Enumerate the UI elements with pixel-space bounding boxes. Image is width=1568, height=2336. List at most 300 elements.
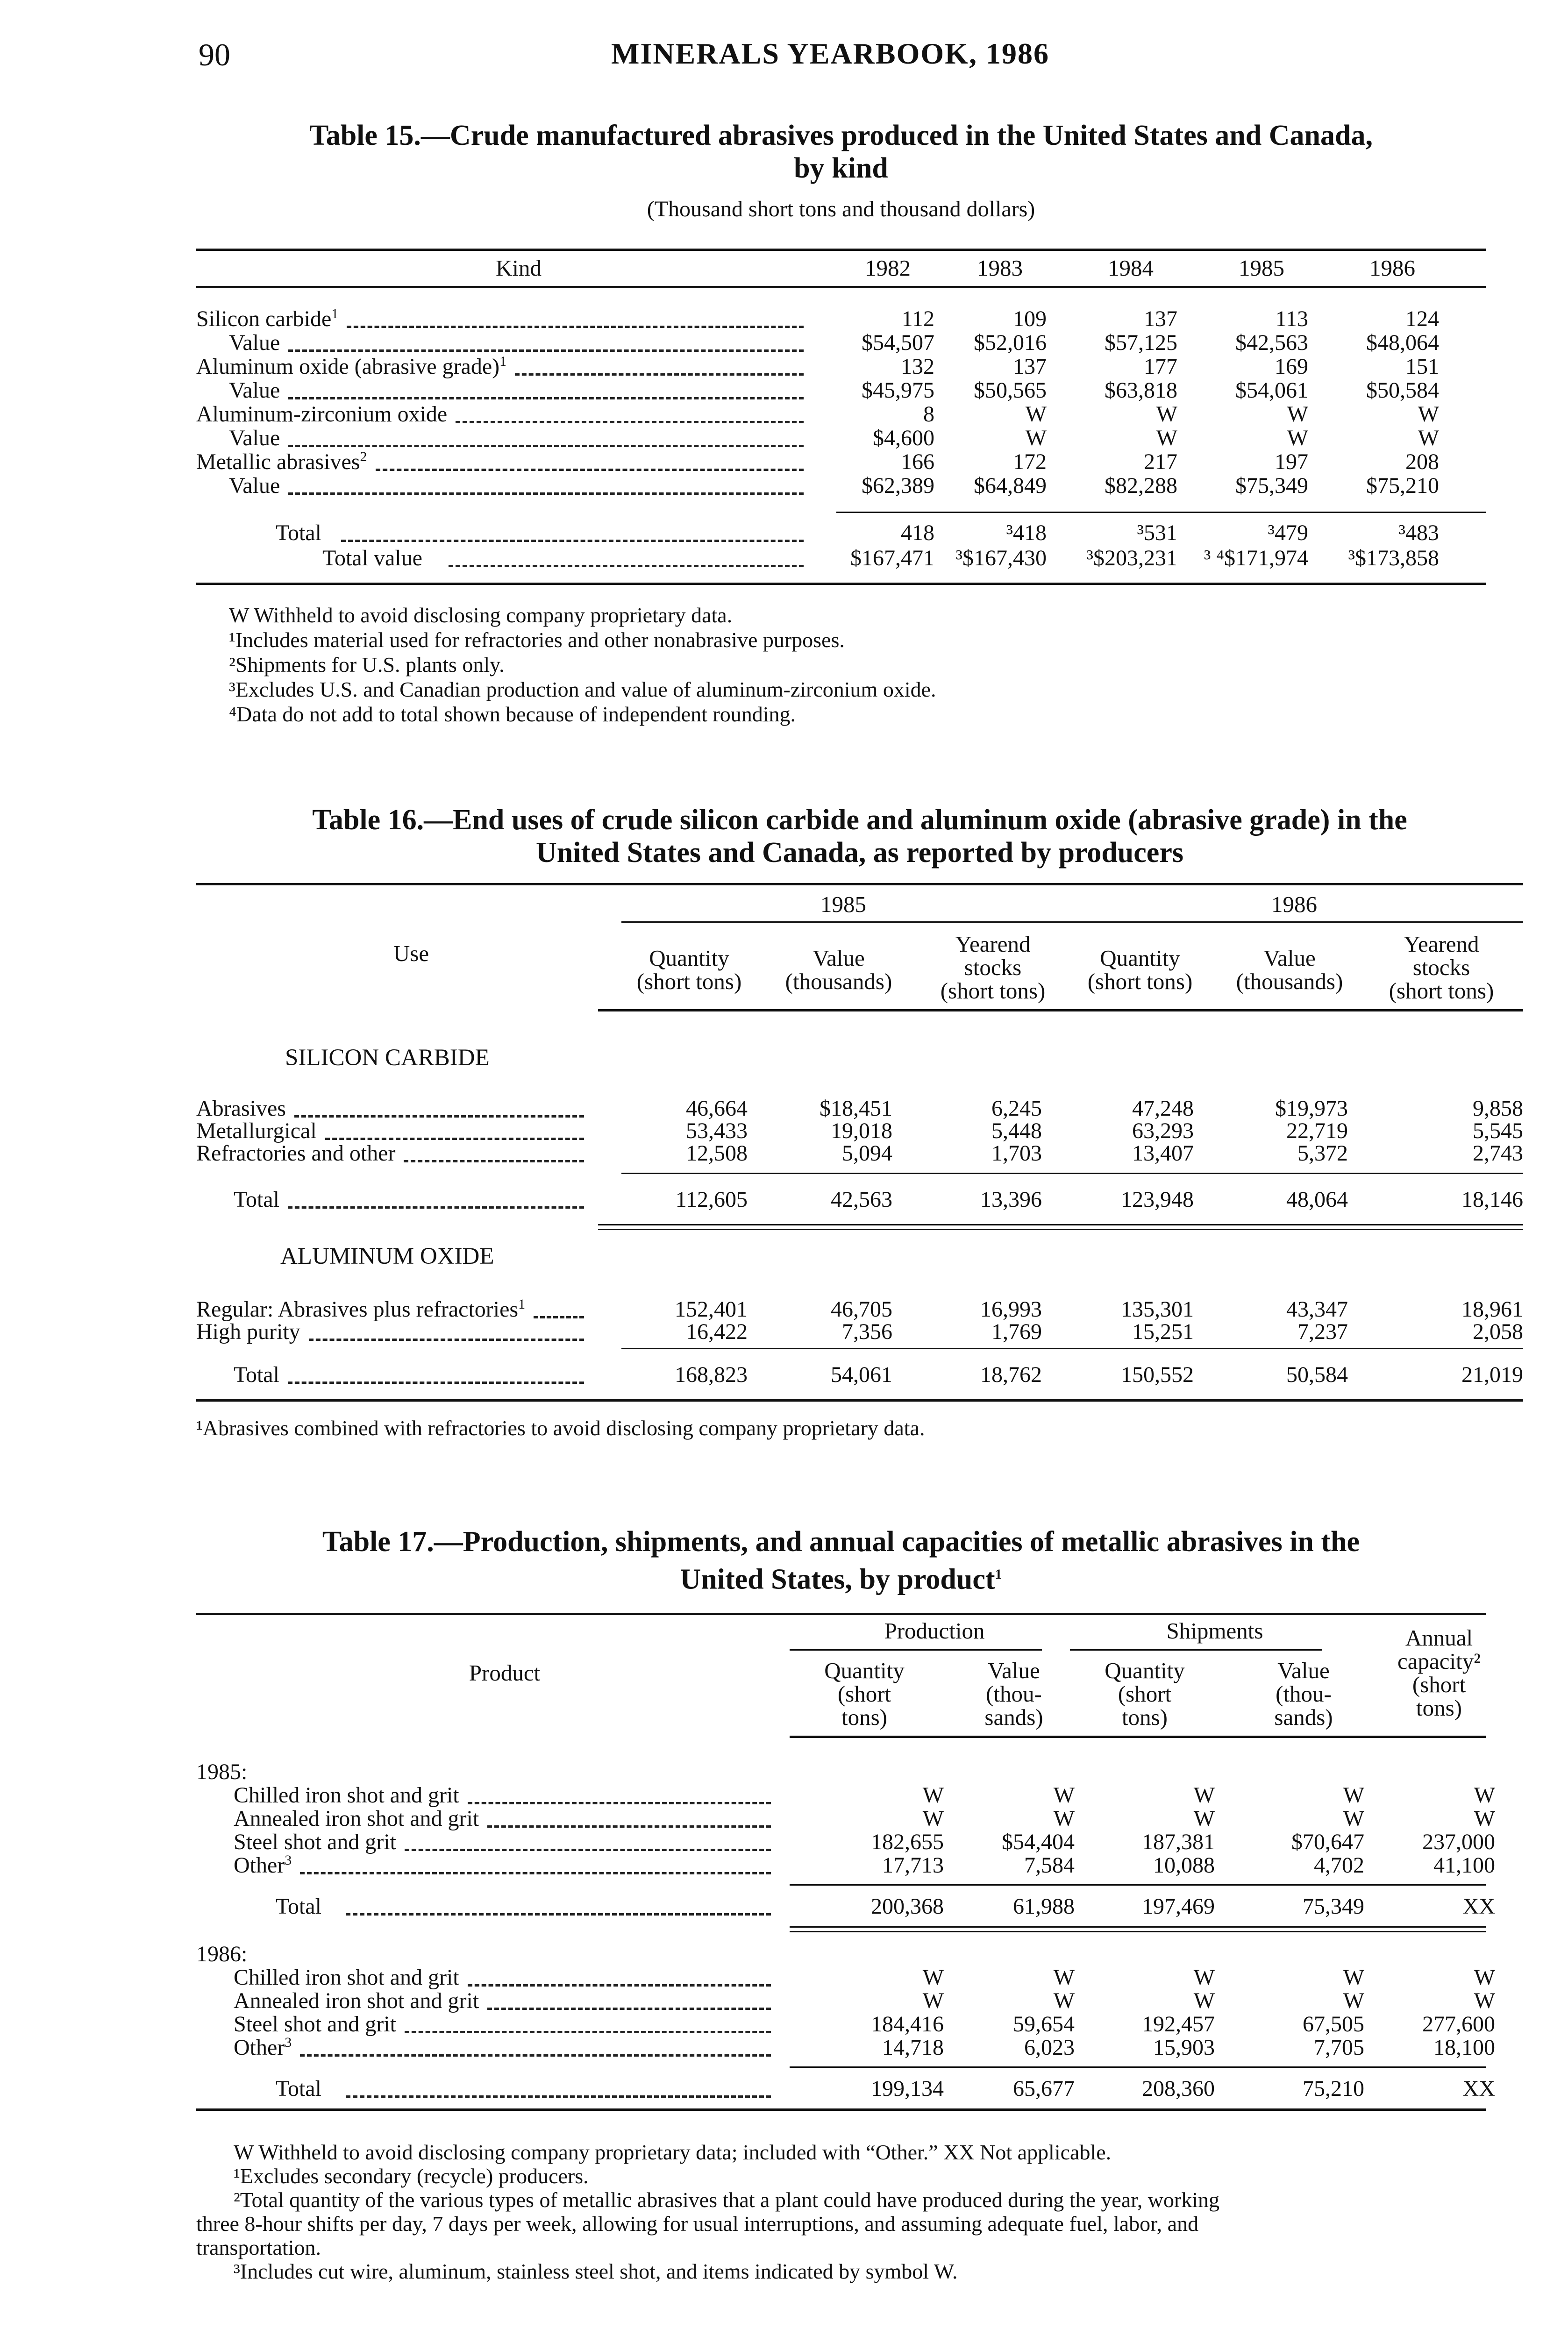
t16-row-cell: $18,451 bbox=[820, 1096, 892, 1121]
t15-cell: $50,584 bbox=[1366, 378, 1439, 403]
t15-total-cell: ³418 bbox=[1006, 520, 1047, 545]
t17-cell: $70,647 bbox=[1291, 1830, 1364, 1854]
t17-row-label-text: Other bbox=[234, 1853, 285, 1878]
t16-row-cell: 18,961 bbox=[1461, 1297, 1523, 1322]
t15-total-value-cell: ³$173,858 bbox=[1348, 546, 1439, 570]
t17-row-label-leader bbox=[405, 1849, 771, 1851]
t16-section-aluminum-oxide: ALUMINUM OXIDE bbox=[280, 1243, 494, 1269]
t17-head-annual: Annual bbox=[1405, 1625, 1473, 1651]
t15-total-value-label: Total value bbox=[322, 546, 422, 570]
t17-title-sup: 1 bbox=[995, 1567, 1002, 1582]
t15-total-cell: ³531 bbox=[1137, 520, 1177, 545]
t15-row-label-sup: 1 bbox=[499, 354, 507, 369]
t17-total-cell: 199,134 bbox=[871, 2076, 944, 2101]
t16-subhead: stocks bbox=[964, 954, 1022, 980]
t17-year-label: 1986: bbox=[196, 1942, 248, 1966]
t17-row-label-leader bbox=[468, 1802, 771, 1804]
page-number: 90 bbox=[199, 37, 230, 72]
t17-cell: W bbox=[1193, 1783, 1215, 1808]
t15-cell: $52,016 bbox=[974, 330, 1047, 355]
t16-subhead: Quantity bbox=[649, 945, 729, 971]
t16-total-leader bbox=[288, 1382, 584, 1384]
t17-row-label bbox=[234, 1965, 459, 1990]
t17-head-quantity: Quantity bbox=[1105, 1658, 1185, 1683]
t16-subhead: (short tons) bbox=[636, 969, 742, 994]
t17-cell: W bbox=[1474, 1806, 1495, 1831]
t16-subhead: stocks bbox=[1412, 954, 1470, 980]
t16-row-cell: $19,973 bbox=[1275, 1096, 1348, 1121]
t17-total-cell: 61,988 bbox=[1013, 1894, 1075, 1919]
t17-cell: W bbox=[1053, 1806, 1075, 1831]
t17-cell: 187,381 bbox=[1142, 1830, 1215, 1854]
t16-year-1986: 1986 bbox=[1271, 891, 1317, 917]
t17-cell: 7,705 bbox=[1314, 2035, 1364, 2060]
t17-head-value: (thou- bbox=[986, 1681, 1042, 1707]
t17-row-label-text: Annealed iron shot and grit bbox=[234, 1806, 479, 1831]
t16-total-cell: 123,948 bbox=[1121, 1187, 1194, 1212]
t16-row-cell: 7,356 bbox=[842, 1319, 892, 1344]
t15-total-value-cell: ³$203,231 bbox=[1086, 546, 1177, 570]
t15-cell: $64,849 bbox=[974, 473, 1047, 498]
t16-subhead: (short tons) bbox=[940, 978, 1046, 1004]
t17-row-label-text: Annealed iron shot and grit bbox=[234, 1988, 479, 2013]
t16-row-sup: 1 bbox=[518, 1296, 526, 1312]
t16-title-line1: Table 16.—End uses of crude silicon carbide and aluminum oxide (abrasive grade) in the bbox=[312, 804, 1407, 836]
t16-total bbox=[234, 1362, 279, 1388]
t15-head-rule bbox=[196, 286, 1486, 288]
t17-footnote: ³Includes cut wire, aluminum, stainless steel shot, and items indicated by symbol W. bbox=[234, 2259, 958, 2283]
t17-row-label-text: Steel shot and grit bbox=[234, 1830, 396, 1854]
t17-cell: 15,903 bbox=[1153, 2035, 1215, 2060]
t16-row-cell: 7,237 bbox=[1297, 1319, 1348, 1344]
t17-cell: 18,100 bbox=[1433, 2035, 1495, 2060]
t15-cell: W bbox=[1156, 426, 1177, 450]
t16-row-cell: 16,993 bbox=[980, 1297, 1042, 1322]
t16-subhead: Quantity bbox=[1100, 945, 1180, 971]
t15-cell: 197 bbox=[1275, 449, 1308, 474]
t15-cell: 137 bbox=[1013, 354, 1047, 379]
t15-title-line2: by kind bbox=[794, 152, 888, 184]
t16-row-cell: 152,401 bbox=[675, 1297, 748, 1322]
t15-total-leader bbox=[341, 540, 804, 542]
t15-footnote: ¹Includes material used for refractories and other nonabrasive purposes. bbox=[229, 628, 845, 652]
t15-subtitle: (Thousand short tons and thousand dollars) bbox=[647, 197, 1035, 221]
t16-year-rule bbox=[621, 921, 1523, 923]
t15-row-label-text: Value bbox=[229, 330, 280, 355]
t17-row-label bbox=[234, 2011, 396, 2037]
t17-cell: W bbox=[1343, 1783, 1364, 1808]
t17-cell: W bbox=[922, 1965, 944, 1990]
t17-cell: 41,100 bbox=[1433, 1853, 1495, 1878]
t15-row-label-text: Metallic abrasives bbox=[196, 449, 360, 474]
t15-year-1984: 1984 bbox=[1108, 255, 1154, 281]
t17-head-value: Value bbox=[988, 1658, 1040, 1683]
t17-footnote: transportation. bbox=[196, 2236, 321, 2259]
t17-row-label-leader bbox=[300, 1872, 771, 1874]
t15-row-label-text: Aluminum-zirconium oxide bbox=[196, 402, 448, 427]
t16-row bbox=[196, 1140, 395, 1166]
t17-total-cell: 208,360 bbox=[1142, 2076, 1215, 2101]
t17-head-value: Value bbox=[1277, 1658, 1330, 1683]
t17-head-value: (thou- bbox=[1276, 1681, 1332, 1707]
t17-row-label bbox=[234, 1852, 292, 1878]
t16-subhead: Value bbox=[813, 945, 865, 971]
t16-row bbox=[196, 1118, 317, 1144]
t15-total-rule bbox=[836, 512, 1486, 513]
t15-cell: 169 bbox=[1275, 354, 1308, 379]
t16-row bbox=[196, 1096, 286, 1121]
t16-total-cell: 112,605 bbox=[675, 1187, 748, 1212]
t16-total-cell: 168,823 bbox=[675, 1362, 748, 1387]
t16-bottom-rule bbox=[196, 1399, 1523, 1402]
t15-row-label-leader bbox=[288, 397, 804, 399]
t15-row-label-text: Silicon carbide bbox=[196, 306, 332, 331]
t16-row-text: Metallurgical bbox=[196, 1118, 317, 1143]
t17-cell: 67,505 bbox=[1303, 2012, 1364, 2037]
t15-cell: W bbox=[1287, 402, 1308, 427]
t17-cell: W bbox=[1053, 1783, 1075, 1808]
t15-cell: $62,389 bbox=[862, 473, 934, 498]
t16-subhead: Value bbox=[1263, 945, 1316, 971]
t15-cell: $63,818 bbox=[1105, 378, 1177, 403]
t16-subhead: Yearend bbox=[955, 931, 1031, 957]
t16-row-cell: 46,664 bbox=[686, 1096, 748, 1121]
t15-total-value-cell: ³ ⁴$171,974 bbox=[1204, 546, 1308, 570]
t16-row-leader bbox=[404, 1160, 584, 1162]
t17-head-quantity: Quantity bbox=[824, 1658, 905, 1683]
t16-row-cell: 19,018 bbox=[831, 1118, 892, 1143]
t17-cell: W bbox=[1474, 1783, 1495, 1808]
t16-total-text: Total bbox=[234, 1187, 279, 1212]
t16-row-cell: 5,094 bbox=[842, 1141, 892, 1166]
t15-year-1982: 1982 bbox=[865, 255, 911, 281]
t16-row-cell: 12,508 bbox=[686, 1141, 748, 1166]
t17-total-cell: 75,210 bbox=[1303, 2076, 1364, 2101]
t16-row-cell: 63,293 bbox=[1132, 1118, 1194, 1143]
t15-row-label-sup: 2 bbox=[360, 449, 367, 464]
t15-row-label-sup: 1 bbox=[331, 306, 339, 321]
t17-production-rule bbox=[790, 1649, 1042, 1651]
t17-cell: 17,713 bbox=[882, 1853, 944, 1878]
t17-head-quantity: (short bbox=[1118, 1681, 1172, 1707]
t15-cell: $45,975 bbox=[862, 378, 934, 403]
t16-row-cell: 5,545 bbox=[1473, 1118, 1523, 1143]
t15-title-line1: Table 15.—Crude manufactured abrasives produced in the United States and Canada, bbox=[309, 120, 1373, 151]
t17-cell: W bbox=[1053, 1965, 1075, 1990]
t17-footnote: W Withheld to avoid disclosing company proprietary data; included with “Other.” XX Not applicable. bbox=[234, 2140, 1112, 2164]
t15-cell: 8 bbox=[923, 402, 934, 427]
t17-cell: W bbox=[1343, 1806, 1364, 1831]
t16-row-cell: 22,719 bbox=[1286, 1118, 1348, 1143]
t16-row bbox=[196, 1296, 525, 1322]
t16-row-leader bbox=[294, 1115, 584, 1118]
t17-head-annual: (short bbox=[1412, 1672, 1466, 1697]
t17-row-label-text: Chilled iron shot and grit bbox=[234, 1783, 459, 1808]
t15-year-1983: 1983 bbox=[977, 255, 1023, 281]
t17-total-cell: 65,677 bbox=[1013, 2076, 1075, 2101]
t16-total-cell: 48,064 bbox=[1286, 1187, 1348, 1212]
t16-row-text: Regular: Abrasives plus refractories bbox=[196, 1297, 519, 1322]
t15-cell: $42,563 bbox=[1235, 330, 1308, 355]
t17-row-label bbox=[234, 1782, 459, 1808]
t17-cell: 10,088 bbox=[1153, 1853, 1215, 1878]
t15-cell: 109 bbox=[1013, 306, 1047, 331]
t16-row-cell: 53,433 bbox=[686, 1118, 748, 1143]
t15-row-label bbox=[196, 354, 506, 379]
t16-row-cell: 2,058 bbox=[1473, 1319, 1523, 1344]
t17-row-label-leader bbox=[405, 2031, 771, 2033]
t16-total-cell: 13,396 bbox=[980, 1187, 1042, 1212]
t17-cell: 14,718 bbox=[882, 2035, 944, 2060]
t17-title-line1: Table 17.—Production, shipments, and annual capacities of metallic abrasives in the bbox=[322, 1526, 1360, 1558]
t17-cell: W bbox=[1474, 1988, 1495, 2013]
t15-footnote: ⁴Data do not add to total shown because of independent rounding. bbox=[229, 702, 796, 726]
t16-footnote: ¹Abrasives combined with refractories to avoid disclosing company proprietary data. bbox=[196, 1416, 925, 1440]
t16-subhead: (short tons) bbox=[1087, 969, 1193, 994]
t17-cell: 4,702 bbox=[1314, 1853, 1364, 1878]
t17-total-cell: XX bbox=[1462, 1894, 1495, 1919]
t17-cell: W bbox=[1193, 1965, 1215, 1990]
t15-cell: 177 bbox=[1144, 354, 1177, 379]
t15-year-1986: 1986 bbox=[1369, 255, 1415, 281]
t17-row-label-leader bbox=[487, 1825, 771, 1828]
t16-row-cell: 5,372 bbox=[1297, 1141, 1348, 1166]
t15-cell: 124 bbox=[1405, 306, 1439, 331]
t15-row-label bbox=[229, 425, 280, 451]
t17-year-rule-b bbox=[790, 1931, 1486, 1932]
t16-total-cell: 18,762 bbox=[980, 1362, 1042, 1387]
t17-year-label: 1985: bbox=[196, 1759, 248, 1784]
t17-row-label bbox=[234, 1806, 479, 1831]
t17-total-leader bbox=[346, 2095, 771, 2098]
t16-head-use: Use bbox=[393, 940, 429, 966]
t15-row-label bbox=[196, 449, 367, 475]
t15-cell: 151 bbox=[1405, 354, 1439, 379]
t15-row-label bbox=[229, 473, 280, 499]
t17-row-label bbox=[234, 2035, 292, 2060]
t16-row-text: High purity bbox=[196, 1319, 300, 1344]
t16-year-1985: 1985 bbox=[820, 891, 866, 917]
t16-total-cell: 54,061 bbox=[831, 1362, 892, 1387]
t17-title-text: United States, by product bbox=[680, 1563, 995, 1595]
t17-total-leader bbox=[346, 1913, 771, 1916]
t16-row-leader bbox=[309, 1339, 584, 1341]
t17-year-rule-a bbox=[790, 1926, 1486, 1928]
t15-total-cell: ³483 bbox=[1398, 520, 1439, 545]
t16-total-cell: 18,146 bbox=[1461, 1187, 1523, 1212]
t17-row-label-text: Other bbox=[234, 2035, 285, 2060]
t16-subhead: (thousands) bbox=[1236, 969, 1343, 994]
t15-cell: 166 bbox=[901, 449, 934, 474]
t17-cell: 192,457 bbox=[1142, 2012, 1215, 2037]
t15-footnote: W Withheld to avoid disclosing company proprietary data. bbox=[229, 603, 733, 627]
t15-row-label-text: Value bbox=[229, 378, 280, 403]
t17-head-product: Product bbox=[469, 1660, 541, 1686]
t15-total-value-cell: ³$167,430 bbox=[955, 546, 1047, 570]
t16-row-cell: 43,347 bbox=[1286, 1297, 1348, 1322]
t17-footnote: three 8-hour shifts per day, 7 days per week, allowing for usual interruptions, and assuming adequate fuel, labor, and bbox=[196, 2212, 1199, 2236]
t15-total-value-cell: $167,471 bbox=[850, 546, 934, 570]
t16-subhead: (thousands) bbox=[785, 969, 892, 994]
t16-subhead: Yearend bbox=[1404, 931, 1479, 957]
t17-head-quantity: tons) bbox=[841, 1704, 887, 1730]
t16-title-line2: United States and Canada, as reported by producers bbox=[536, 837, 1183, 869]
t16-row-text: Refractories and other bbox=[196, 1141, 396, 1166]
t15-total-cell: ³479 bbox=[1268, 520, 1308, 545]
t17-head-annual: capacity² bbox=[1397, 1648, 1481, 1674]
t17-row-label-text: Steel shot and grit bbox=[234, 2012, 396, 2037]
t17-footnote: ¹Excludes secondary (recycle) producers. bbox=[234, 2164, 589, 2188]
t15-row-label-leader bbox=[288, 445, 804, 447]
t17-total-label: Total bbox=[276, 2076, 321, 2101]
t17-head-production: Production bbox=[884, 1618, 985, 1644]
t17-bottom-rule bbox=[196, 2108, 1486, 2111]
t15-row-label bbox=[229, 377, 280, 403]
t16-total-text: Total bbox=[234, 1362, 279, 1387]
t15-year-1985: 1985 bbox=[1239, 255, 1284, 281]
t16-total-cell: 50,584 bbox=[1286, 1362, 1348, 1387]
t17-head-quantity: tons) bbox=[1122, 1704, 1168, 1730]
t15-row-label-text: Value bbox=[229, 426, 280, 450]
t17-subtotal-rule bbox=[790, 2066, 1486, 2068]
t15-row-label bbox=[229, 330, 280, 356]
t17-subtotal-rule bbox=[790, 1884, 1486, 1886]
t16-row-leader bbox=[534, 1316, 584, 1318]
t15-row-label-leader bbox=[376, 469, 804, 471]
t15-cell: $48,064 bbox=[1366, 330, 1439, 355]
t15-cell: $50,565 bbox=[974, 378, 1047, 403]
t16-row-cell: 9,858 bbox=[1473, 1096, 1523, 1121]
t15-cell: $54,507 bbox=[862, 330, 934, 355]
t17-total-cell: XX bbox=[1462, 2076, 1495, 2101]
t16-row-cell: 13,407 bbox=[1132, 1141, 1194, 1166]
t17-top-rule bbox=[196, 1613, 1486, 1615]
t16-row-cell: 16,422 bbox=[686, 1319, 748, 1344]
t15-footnote: ³Excludes U.S. and Canadian production and value of aluminum-zirconium oxide. bbox=[229, 677, 936, 701]
t15-cell: W bbox=[1025, 402, 1047, 427]
t15-head-kind: Kind bbox=[496, 255, 542, 281]
t15-row-label-leader bbox=[288, 492, 804, 495]
t16-subhead: (short tons) bbox=[1389, 978, 1494, 1004]
t16-total bbox=[234, 1187, 279, 1212]
t15-cell: $75,349 bbox=[1235, 473, 1308, 498]
t17-cell: W bbox=[1193, 1806, 1215, 1831]
t17-row-label-leader bbox=[487, 2008, 771, 2010]
t17-row-label-text: Chilled iron shot and grit bbox=[234, 1965, 459, 1990]
t16-ao-subtotal-rule bbox=[621, 1348, 1523, 1349]
t15-cell: 172 bbox=[1013, 449, 1047, 474]
t16-total-cell: 21,019 bbox=[1461, 1362, 1523, 1387]
t15-cell: W bbox=[1418, 402, 1439, 427]
t17-cell: 7,584 bbox=[1024, 1853, 1075, 1878]
t16-row-leader bbox=[325, 1138, 584, 1140]
t17-cell: W bbox=[922, 1806, 944, 1831]
t15-cell: W bbox=[1025, 426, 1047, 450]
t15-cell: 208 bbox=[1405, 449, 1439, 474]
t15-cell: $57,125 bbox=[1105, 330, 1177, 355]
t15-row-label bbox=[196, 401, 447, 427]
t17-cell: 59,654 bbox=[1013, 2012, 1075, 2037]
t15-row-label-leader bbox=[347, 326, 804, 328]
t15-cell: $82,288 bbox=[1105, 473, 1177, 498]
t16-row-cell: 46,705 bbox=[831, 1297, 892, 1322]
t17-cell: W bbox=[1343, 1965, 1364, 1990]
t15-cell: W bbox=[1156, 402, 1177, 427]
t17-cell: W bbox=[1193, 1988, 1215, 2013]
t17-cell: 277,600 bbox=[1422, 2012, 1495, 2037]
t16-row-cell: 15,251 bbox=[1132, 1319, 1194, 1344]
t16-sc-subtotal-rule bbox=[621, 1173, 1523, 1174]
t15-cell: W bbox=[1418, 426, 1439, 450]
t17-total-cell: 75,349 bbox=[1303, 1894, 1364, 1919]
t16-row-cell: 6,245 bbox=[991, 1096, 1042, 1121]
t17-row-label-leader bbox=[468, 1984, 771, 1987]
running-title: MINERALS YEARBOOK, 1986 bbox=[611, 37, 1049, 70]
t16-sc-rule-a bbox=[598, 1224, 1523, 1225]
t15-cell: 217 bbox=[1144, 449, 1177, 474]
t15-row-label-leader bbox=[456, 421, 804, 423]
t16-row-text: Abrasives bbox=[196, 1096, 286, 1121]
t17-head-value: sands) bbox=[984, 1704, 1043, 1730]
t17-row-label-sup: 3 bbox=[285, 2035, 292, 2050]
t17-row-label-sup: 3 bbox=[285, 1852, 292, 1868]
t17-head-value: sands) bbox=[1274, 1704, 1333, 1730]
t15-cell: $54,061 bbox=[1235, 378, 1308, 403]
t15-cell: 113 bbox=[1275, 306, 1308, 331]
t16-row-cell: 5,448 bbox=[991, 1118, 1042, 1143]
t17-head-quantity: (short bbox=[837, 1681, 891, 1707]
t17-total-cell: 200,368 bbox=[871, 1894, 944, 1919]
t15-footnote: ²Shipments for U.S. plants only. bbox=[229, 653, 505, 677]
t15-bottom-rule bbox=[196, 583, 1486, 585]
t16-head-rule bbox=[598, 1009, 1523, 1011]
t17-title-line2 bbox=[196, 1558, 1486, 1596]
t15-total-label: Total bbox=[276, 520, 321, 545]
t17-cell: 237,000 bbox=[1422, 1830, 1495, 1854]
t15-row-label-leader bbox=[515, 373, 804, 376]
t17-head-annual: tons) bbox=[1416, 1695, 1462, 1721]
t16-row-cell: 1,769 bbox=[991, 1319, 1042, 1344]
t15-row-label-text: Value bbox=[229, 473, 280, 498]
t15-cell: $4,600 bbox=[873, 426, 934, 450]
t15-row-label-text: Aluminum oxide (abrasive grade) bbox=[196, 354, 500, 379]
t17-shipments-rule bbox=[1070, 1649, 1322, 1651]
t17-cell: W bbox=[922, 1988, 944, 2013]
t16-section-silicon-carbide: SILICON CARBIDE bbox=[285, 1045, 490, 1071]
t17-head-shipments: Shipments bbox=[1166, 1618, 1263, 1644]
t16-sc-rule-b bbox=[598, 1229, 1523, 1230]
t17-cell: 182,655 bbox=[871, 1830, 944, 1854]
t17-cell: 184,416 bbox=[871, 2012, 944, 2037]
t15-cell: W bbox=[1287, 426, 1308, 450]
t16-total-leader bbox=[288, 1206, 584, 1209]
t15-cell: 132 bbox=[901, 354, 934, 379]
t16-total-cell: 42,563 bbox=[831, 1187, 892, 1212]
t16-row-cell: 135,301 bbox=[1121, 1297, 1194, 1322]
t16-total-cell: 150,552 bbox=[1121, 1362, 1194, 1387]
t17-cell: $54,404 bbox=[1002, 1830, 1075, 1854]
t15-row-label-leader bbox=[288, 349, 804, 352]
t15-cell: $75,210 bbox=[1366, 473, 1439, 498]
t16-row-cell: 1,703 bbox=[991, 1141, 1042, 1166]
t15-cell: 112 bbox=[901, 306, 934, 331]
t16-row bbox=[196, 1319, 300, 1345]
t17-cell: 6,023 bbox=[1024, 2035, 1075, 2060]
t17-row-label bbox=[234, 1988, 479, 2014]
t15-row-label bbox=[196, 306, 338, 332]
t17-cell: W bbox=[922, 1783, 944, 1808]
t16-row-cell: 47,248 bbox=[1132, 1096, 1194, 1121]
